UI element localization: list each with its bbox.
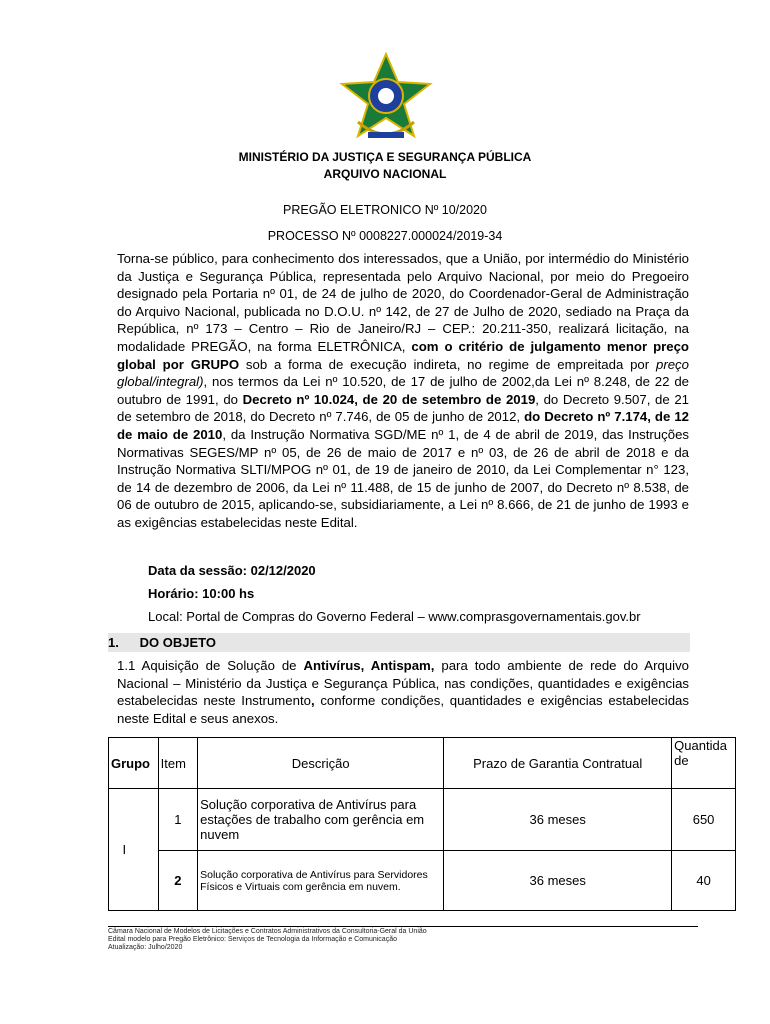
header-prazo: Prazo de Garantia Contratual [444, 738, 672, 789]
header-descricao: Descrição [198, 738, 444, 789]
object-paragraph: 1.1 Aquisição de Solução de Antivírus, Antispam, para todo ambiente de rede do Arquivo Nacional – Ministério da Justiça e Segurança Pública, nas condições, quantidades e exigências estabelecidas neste Instrumento, conforme condições, quantidades e exigências estabelecidas neste Edital e seus anexos. [117, 658, 689, 726]
items-table [108, 737, 736, 911]
section-heading [108, 633, 690, 652]
intro-paragraph: Torna-se público, para conhecimento dos interessados, que a União, por intermédio do Ministério da Justiça e Segurança Pública, representada pelo Arquivo Nacional, por meio do Pregoeiro designado pela Portaria nº 01, de 24 de julho de 2020, do Coordenador-Geral de Administração do Arquivo Nacional, publicada no D.O.U. nº 142, de 27 de Julho de 2020, sediado na Praça da República, nº 173 – Centro – Rio de Janeiro/RJ – CEP.: 20.211-350, realizará licitação, na modalidade PREGÃO, na forma ELETRÔNICA, com o critério de julgamento menor preço global por GRUPO sob a forma de execução indireta, no regime de empreitada por preço global/integral), nos termos da Lei nº 10.520, de 17 de julho de 2002,da Lei nº 8.248, de 22 de outubro de 1991, do Decreto nº 10.024, de 20 de setembro de 2019, do Decreto 9.507, de 21 de setembro de 2018, do Decreto nº 7.746, de 05 de junho de 2012, do Decreto nº 7.174, de 12 de maio de 2010, da Instrução Normativa SGD/ME nº 1, de 4 de abril de 2019, das Instruções Normativas SEGES/MP nº 05, de 26 de maio de 2017 e nº 03, de 26 de abril de 2018 e da Instrução Normativa SLTI/MPOG nº 01, de 19 de janeiro de 2010, da Lei Complementar n° 123, de 14 de dezembro de 2006, da Lei nº 11.488, de 15 de junho de 2007, do Decreto nº 8.538, de 06 de outubro de 2015, aplicando-se, subsidiariamente, a Lei nº 8.666, de 21 de junho de 1993 e as exigências estabelecidas neste Edital. [117, 251, 690, 530]
footer-line-3: Atualização: Julho/2020 [108, 944, 183, 951]
table-row [109, 789, 736, 851]
session-time: Horário: 10:00 hs [148, 586, 255, 601]
table-row [109, 851, 736, 911]
group-cell: I [109, 789, 159, 911]
footer-divider [108, 926, 698, 927]
qtd-cell: 650 [672, 789, 736, 851]
prazo-cell: 36 meses [444, 789, 672, 851]
session-date: Data da sessão: 02/12/2020 [148, 563, 316, 578]
header-quantidade: Quantida de [672, 738, 736, 789]
header-grupo: Grupo [109, 738, 159, 789]
agency-title: ARQUIVO NACIONAL [323, 167, 447, 181]
section-number: 1. [108, 635, 119, 650]
table-header-row [109, 738, 736, 789]
footer-line-1: Câmara Nacional de Modelos de Licitações e Contratos Administrativos da Consultoria-Geral da União [108, 928, 427, 935]
item-cell: 1 [158, 789, 198, 851]
item-cell: 2 [158, 851, 198, 911]
header-item: Item [158, 738, 198, 789]
coat-of-arms-emblem [338, 52, 434, 144]
desc-cell: Solução corporativa de Antivírus para estações de trabalho com gerência em nuvem [198, 789, 444, 851]
ministry-title: MINISTÉRIO DA JUSTIÇA E SEGURANÇA PÚBLICA [238, 150, 532, 164]
qtd-cell: 40 [672, 851, 736, 911]
pregao-number: PREGÃO ELETRONICO Nº 10/2020 [283, 203, 487, 217]
processo-number: PROCESSO Nº 0008227.000024/2019-34 [267, 229, 503, 243]
session-local: Local: Portal de Compras do Governo Federal – www.comprasgovernamentais.gov.br [148, 609, 641, 624]
section-title: DO OBJETO [139, 635, 216, 650]
footer-line-2: Edital modelo para Pregão Eletrônico: Serviços de Tecnologia da Informação e Comunicação [108, 936, 397, 943]
prazo-cell: 36 meses [444, 851, 672, 911]
desc-cell: Solução corporativa de Antivírus para Servidores Físicos e Virtuais com gerência em nuvem. [198, 851, 444, 911]
